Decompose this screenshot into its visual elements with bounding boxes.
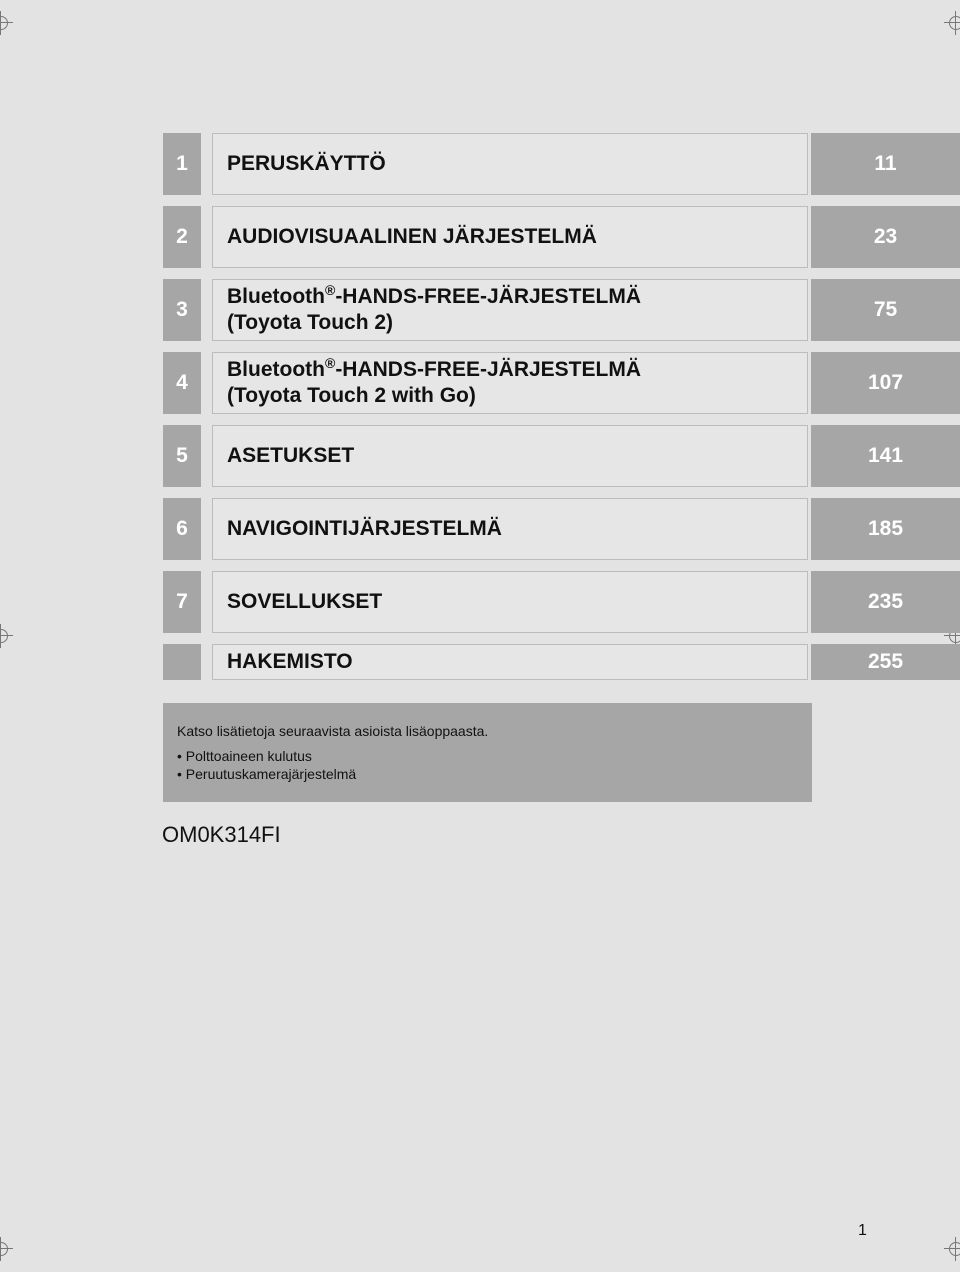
note-list-item xyxy=(177,765,798,783)
toc-row-1[interactable] xyxy=(163,133,960,195)
chapter-title[interactable] xyxy=(212,279,808,341)
chapter-number: 1 xyxy=(163,133,201,195)
chapter-number: 3 xyxy=(163,279,201,341)
toc-row-6[interactable] xyxy=(163,498,960,560)
crop-mark-icon xyxy=(0,1237,13,1261)
chapter-number: 5 xyxy=(163,425,201,487)
note-item-text: Polttoaineen kulutus xyxy=(185,748,312,764)
toc-row-3[interactable] xyxy=(163,279,960,341)
chapter-page: 185 xyxy=(811,498,960,560)
page-number: 1 xyxy=(858,1222,867,1239)
chapter-number: 6 xyxy=(163,498,201,560)
title-text: Bluetooth xyxy=(227,285,325,308)
note-list-item xyxy=(177,747,798,765)
toc-row-index[interactable] xyxy=(163,644,960,680)
chapter-number xyxy=(163,644,201,680)
title-text: Bluetooth xyxy=(227,358,325,381)
title-subtext: (Toyota Touch 2) xyxy=(227,311,394,334)
chapter-page: 75 xyxy=(811,279,960,341)
chapter-number: 4 xyxy=(163,352,201,414)
document-code: OM0K314FI xyxy=(162,822,281,847)
title-text: -HANDS-FREE-JÄRJESTELMÄ xyxy=(335,358,641,381)
bullet-icon: • xyxy=(177,766,182,782)
chapter-title[interactable]: ASETUKSET xyxy=(212,425,808,487)
title-subtext: (Toyota Touch 2 with Go) xyxy=(227,384,476,407)
chapter-page: 11 xyxy=(811,133,960,195)
chapter-number: 2 xyxy=(163,206,201,268)
info-note-box xyxy=(163,703,812,802)
chapter-title[interactable]: SOVELLUKSET xyxy=(212,571,808,633)
crop-mark-icon xyxy=(944,11,960,35)
note-intro: Katso lisätietoja seuraavista asioista lisäoppaasta. xyxy=(177,723,489,739)
toc-row-4[interactable] xyxy=(163,352,960,414)
chapter-title[interactable]: AUDIOVISUAALINEN JÄRJESTELMÄ xyxy=(212,206,808,268)
chapter-page: 255 xyxy=(811,644,960,680)
chapter-title[interactable]: HAKEMISTO xyxy=(212,644,808,680)
chapter-page: 23 xyxy=(811,206,960,268)
chapter-title[interactable]: NAVIGOINTIJÄRJESTELMÄ xyxy=(212,498,808,560)
chapter-title[interactable]: PERUSKÄYTTÖ xyxy=(212,133,808,195)
title-text: -HANDS-FREE-JÄRJESTELMÄ xyxy=(335,285,641,308)
registered-mark: ® xyxy=(324,282,336,298)
crop-mark-icon xyxy=(0,624,13,648)
bullet-icon: • xyxy=(177,748,182,764)
chapter-page: 107 xyxy=(811,352,960,414)
crop-mark-icon xyxy=(944,1237,960,1261)
chapter-title[interactable] xyxy=(212,352,808,414)
chapter-number: 7 xyxy=(163,571,201,633)
crop-mark-icon xyxy=(0,11,13,35)
toc-row-2[interactable] xyxy=(163,206,960,268)
chapter-page: 235 xyxy=(811,571,960,633)
toc-row-7[interactable] xyxy=(163,571,960,633)
toc-row-5[interactable] xyxy=(163,425,960,487)
registered-mark: ® xyxy=(324,355,336,371)
note-item-text: Peruutuskamerajärjestelmä xyxy=(185,766,357,782)
chapter-page: 141 xyxy=(811,425,960,487)
